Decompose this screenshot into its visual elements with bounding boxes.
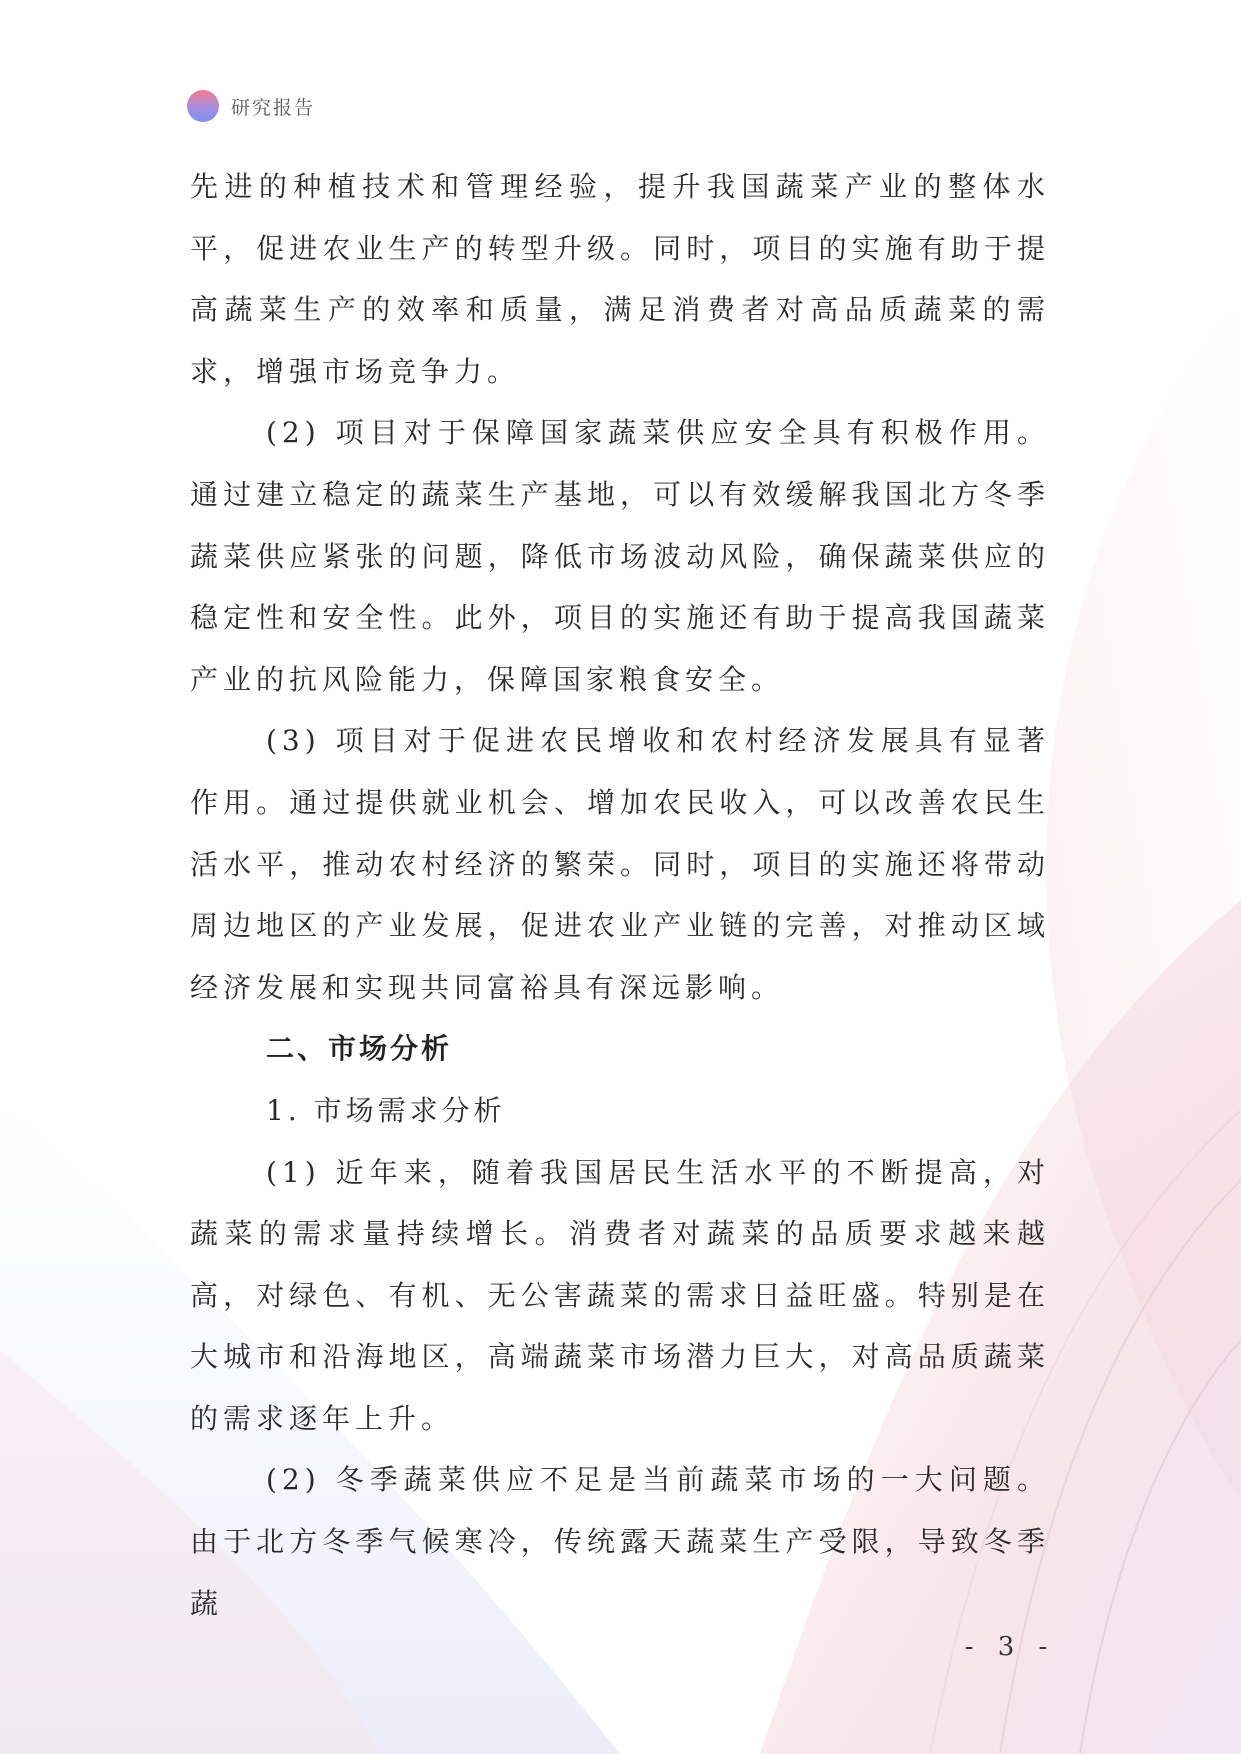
section-heading: 二、市场分析	[266, 1032, 453, 1066]
page-header	[187, 90, 315, 122]
subsection-heading: 1. 市场需求分析	[266, 1093, 506, 1127]
header-title: 研究报告	[231, 96, 316, 119]
paragraph: (1) 近年来，随着我国居民生活水平的不断提高，对蔬菜的需求量持续增长。消费者对蔬菜的品质要求越来越高，对绿色、有机、无公害蔬菜的需求日益旺盛。特别是在大城市和沿海地区，高端蔬菜市场潜力巨大，对高品质蔬菜的需求逐年上升。	[190, 1155, 1050, 1435]
document-body	[190, 156, 1050, 1634]
paragraph: (3) 项目对于促进农民增收和农村经济发展具有显著作用。通过提供就业机会、增加农民收入，可以改善农民生活水平，推动农村经济的繁荣。同时，项目的实施还将带动周边地区的产业发展，促进农业产业链的完善，对推动区域经济发展和实现共同富裕具有深远影响。	[190, 724, 1050, 1004]
paragraph: (2) 冬季蔬菜供应不足是当前蔬菜市场的一大问题。由于北方冬季气候寒冷，传统露天蔬菜生产受限，导致冬季蔬	[190, 1463, 1050, 1620]
paragraph: 先进的种植技术和管理经验，提升我国蔬菜产业的整体水平，促进农业生产的转型升级。同时，项目的实施有助于提高蔬菜生产的效率和质量，满足消费者对高品质蔬菜的需求，增强市场竞争力。	[190, 170, 1050, 388]
header-logo-icon	[187, 90, 219, 122]
page-number: - 3 -	[964, 1632, 1056, 1662]
paragraph: (2) 项目对于保障国家蔬菜供应安全具有积极作用。通过建立稳定的蔬菜生产基地，可以有效缓解我国北方冬季蔬菜供应紧张的问题，降低市场波动风险，确保蔬菜供应的稳定性和安全性。此外，项目的实施还有助于提高我国蔬菜产业的抗风险能力，保障国家粮食安全。	[190, 416, 1050, 696]
